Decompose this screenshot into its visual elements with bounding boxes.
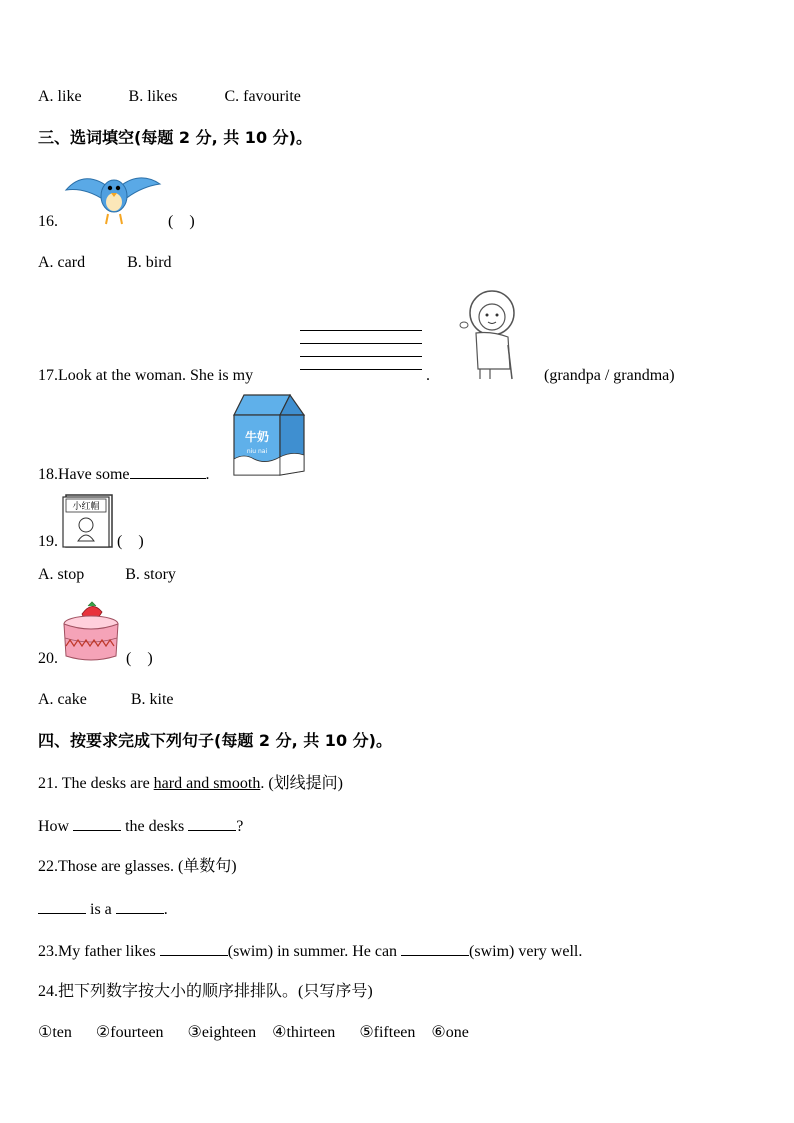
q22-blank-2[interactable] <box>116 898 164 914</box>
q16-answer-paren[interactable]: ( ) <box>168 213 195 230</box>
q21-line <box>38 774 343 794</box>
q22-line: 22.Those are glasses. (单数句) <box>38 858 237 875</box>
q15-option-c: C. favourite <box>224 88 301 105</box>
q16-options <box>38 253 172 273</box>
q24-item-6: ⑥one <box>431 1024 469 1041</box>
q23-part-b: (swim) in summer. He can <box>227 943 402 960</box>
q24-item-4: ④thirteen <box>272 1024 336 1041</box>
q15-option-a: A. like <box>38 88 82 105</box>
q16-number: 16. <box>38 213 58 230</box>
milk-label: 牛奶 <box>244 430 270 444</box>
q19-line <box>38 532 144 552</box>
q20-options <box>38 690 174 710</box>
q20-line <box>38 649 153 669</box>
section-4-title: 四、按要求完成下列句子(每题 2 分, 共 10 分)。 <box>38 731 392 750</box>
q15-options <box>38 87 301 107</box>
q23-line <box>38 940 582 962</box>
q21-answer-line <box>38 815 243 837</box>
q20-option-b: B. kite <box>130 691 174 708</box>
q21-suffix: . (划线提问) <box>260 775 343 792</box>
q24-item-5: ⑤fifteen <box>359 1024 416 1041</box>
q22-answer-line <box>38 898 168 920</box>
q23-part-c: (swim) very well. <box>469 943 583 960</box>
q19-option-b: B. story <box>125 566 176 583</box>
q22-is-a: is a <box>86 901 116 918</box>
q17-hint: (grandpa / grandma) <box>544 367 675 384</box>
q24-item-1: ①ten <box>38 1024 72 1041</box>
grandma-picture <box>456 287 532 381</box>
q19-number: 19. <box>38 533 58 550</box>
milk-carton-picture <box>230 393 308 479</box>
q20-number: 20. <box>38 650 58 667</box>
q21-the-desks: the desks <box>121 818 189 835</box>
q21-question-mark: ? <box>236 818 244 835</box>
q18-sentence: 18.Have some <box>38 466 130 483</box>
q24-item-3: ③eighteen <box>187 1024 257 1041</box>
q24-line: 24.把下列数字按大小的顺序排排队。(只写序号) <box>38 983 373 1000</box>
q17-period: . <box>426 367 430 384</box>
q17-line <box>38 366 253 386</box>
q23-blank-2[interactable] <box>401 940 469 956</box>
q21-blank-2[interactable] <box>188 815 236 831</box>
q22-blank-1[interactable] <box>38 898 86 914</box>
q19-options <box>38 565 176 585</box>
q17-writing-lines[interactable] <box>300 330 422 371</box>
q17-sentence: 17.Look at the woman. She is my <box>38 367 254 384</box>
milk-pinyin: niu nai <box>246 448 268 455</box>
q16-line <box>38 212 195 232</box>
q21-underlined-phrase: hard and smooth <box>153 775 261 792</box>
q23-blank-1[interactable] <box>160 940 228 956</box>
q21-blank-1[interactable] <box>73 815 121 831</box>
q22-period: . <box>163 901 168 918</box>
q18-line <box>38 463 210 485</box>
q19-answer-paren[interactable]: ( ) <box>117 533 144 550</box>
q23-part-a: 23.My father likes <box>38 943 160 960</box>
q24-items <box>38 1023 469 1043</box>
q21-how: How <box>38 818 74 835</box>
section-3-title: 三、选词填空(每题 2 分, 共 10 分)。 <box>38 128 312 147</box>
book-title: 小红帽 <box>72 502 100 512</box>
q15-option-b: B. likes <box>128 88 178 105</box>
q21-prefix: 21. The desks are <box>38 775 154 792</box>
q20-option-a: A. cake <box>38 691 87 708</box>
q18-answer-blank[interactable] <box>130 463 206 479</box>
q20-answer-paren[interactable]: ( ) <box>126 650 153 667</box>
q16-option-a: A. card <box>38 254 86 271</box>
q19-option-a: A. stop <box>38 566 85 583</box>
q16-option-b: B. bird <box>127 254 172 271</box>
q24-item-2: ②fourteen <box>95 1024 164 1041</box>
q18-period: . <box>205 466 210 483</box>
